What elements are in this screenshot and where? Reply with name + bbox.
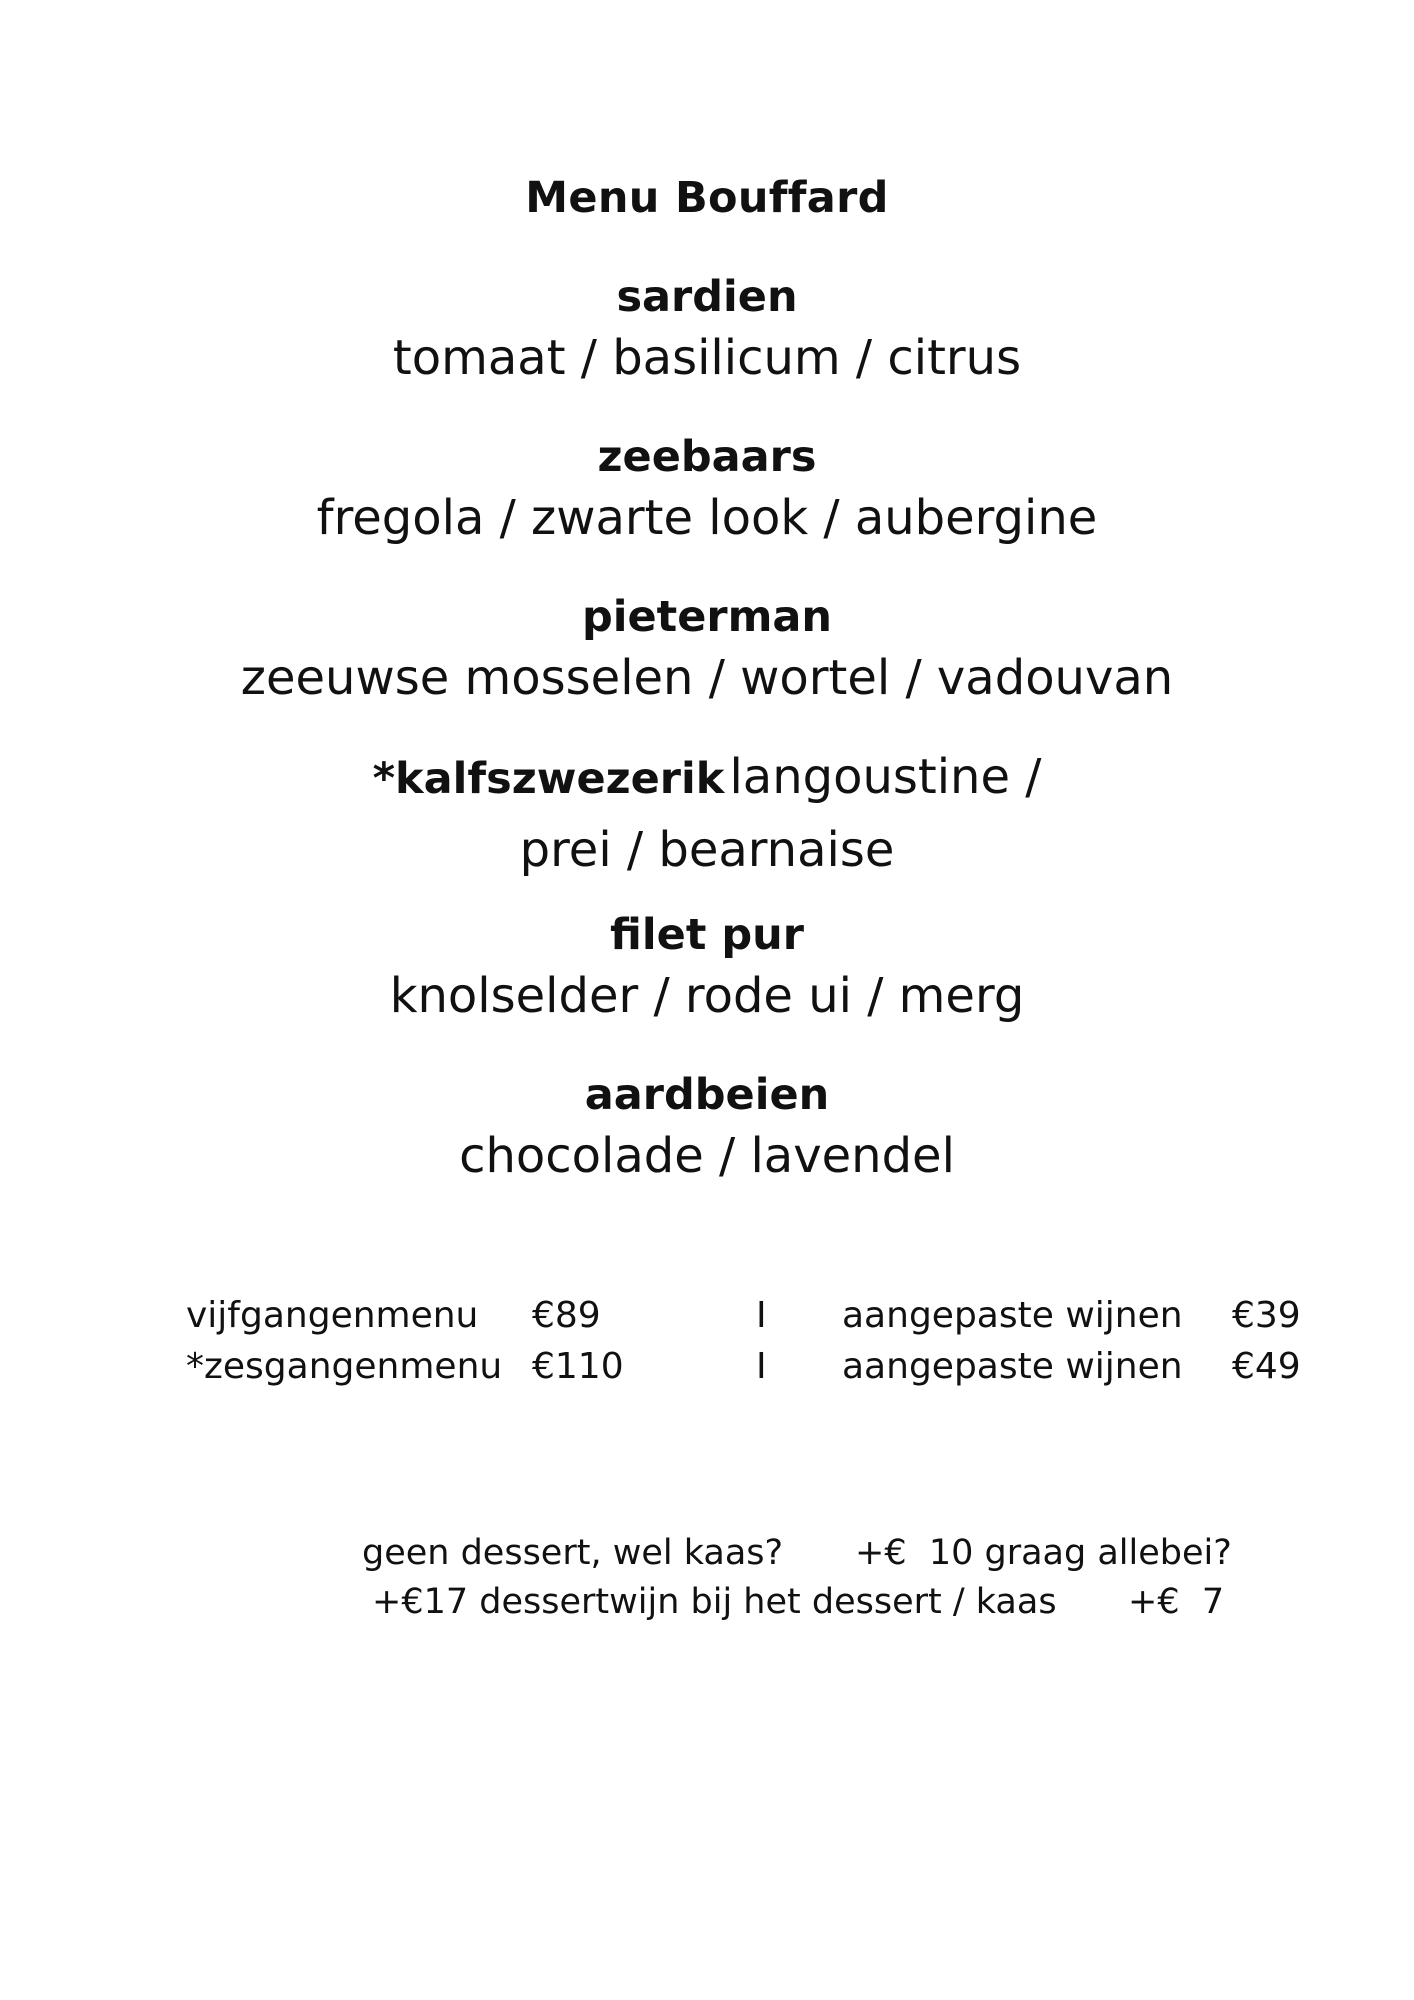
course-description: knolselder / rode ui / merg	[389, 968, 1025, 1024]
course-description: zeeuwse mosselen / wortel / vadouvan	[240, 650, 1174, 706]
course-description: fregola / zwarte look / aubergine	[316, 490, 1098, 546]
course-aardbeien	[0, 1065, 1414, 1187]
course-description: chocolade / lavendel	[459, 1128, 955, 1184]
course-name: zeebaars	[597, 432, 817, 482]
extras-cheese-price: +€ 10 graag allebei?	[855, 1533, 1232, 1573]
menu-option-price: €89	[532, 1295, 601, 1336]
extras-dessert-wine-text: +€17 dessertwijn bij het dessert / kaas	[372, 1582, 1057, 1622]
wine-pairing-label: aangepaste wijnen	[842, 1346, 1183, 1387]
wine-pairing-price: €39	[1232, 1295, 1301, 1336]
course-pieterman	[0, 587, 1414, 709]
course-sardien	[0, 267, 1414, 389]
course-name: pieterman	[581, 592, 833, 642]
course-description-part-2: prei / bearnaise	[519, 822, 895, 878]
wine-pairing-label: aangepaste wijnen	[842, 1295, 1183, 1336]
course-description: tomaat / basilicum / citrus	[392, 330, 1022, 386]
course-description-part-1: langoustine /	[729, 749, 1042, 805]
course-name: aardbeien	[584, 1070, 830, 1120]
wine-pairing-price: €49	[1232, 1346, 1301, 1387]
course-filet-pur	[0, 905, 1414, 1027]
menu-title: Menu Bouffard	[525, 173, 889, 223]
separator: I	[756, 1295, 767, 1336]
menu-option-label: *zesgangenmenu	[186, 1346, 503, 1387]
course-name: *kalfszwezerik	[372, 754, 725, 804]
course-zeebaars	[0, 427, 1414, 549]
menu-option-price: €110	[532, 1346, 624, 1387]
course-name: sardien	[616, 272, 798, 322]
menu-option-label: vijfgangenmenu	[186, 1295, 479, 1336]
separator: I	[756, 1346, 767, 1387]
course-line-1	[0, 746, 1414, 819]
course-kalfszwezerik	[0, 746, 1414, 881]
extras-dessert-wine-price: +€ 7	[1128, 1582, 1225, 1622]
extras-cheese-text: geen dessert, wel kaas?	[362, 1533, 784, 1573]
course-name: filet pur	[610, 910, 804, 960]
